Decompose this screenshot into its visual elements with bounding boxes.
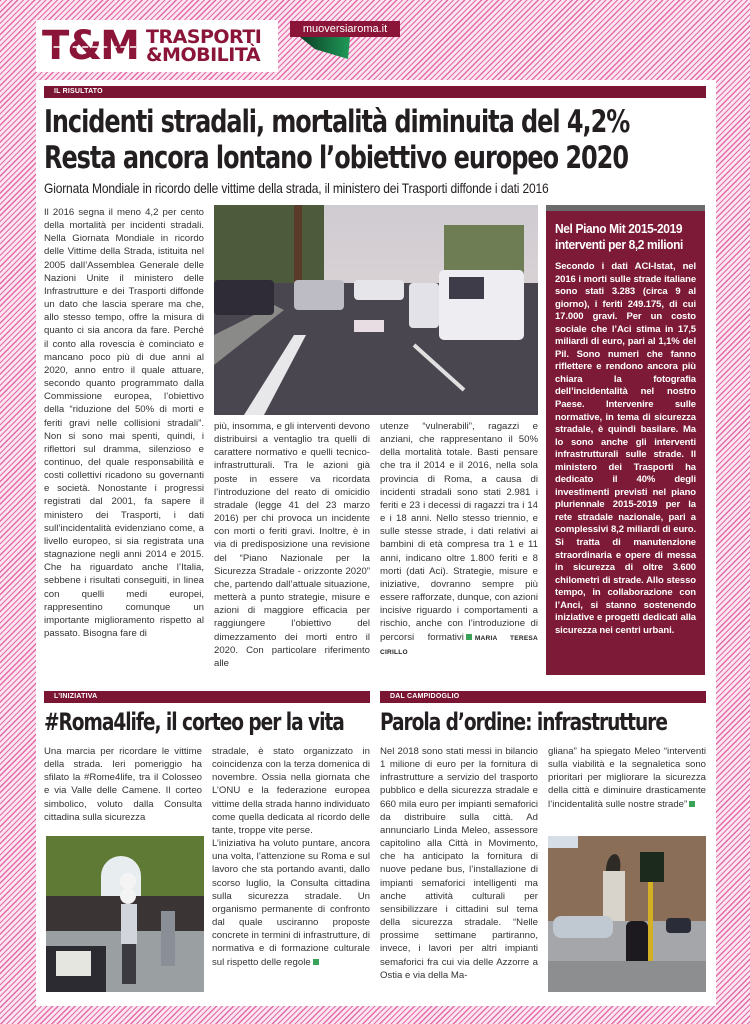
end-of-article-square-icon (313, 959, 319, 965)
main-article-column-2 (214, 420, 370, 670)
roma4life-col1-text: Una marcia per ricordare le vittime della strada. Ieri pomeriggio ha sfilato la #Rome4life, tra il Colosseo e via Valle delle Camene. Il corteo simbolico, voluto dalla Consulta cittadina sulla sicurezza (44, 746, 202, 823)
main-headline (44, 104, 630, 176)
roma4life-headline: #Roma4life, il corteo per la vita (44, 708, 344, 736)
march-crowd-image (46, 836, 204, 992)
website-ribbon[interactable]: muoversiaroma.it (290, 21, 400, 37)
roma4life-column-2 (212, 745, 370, 969)
roma4life-col2-paragraph1: stradale, è stato organizzato in coincidenza con la terza domenica di novembre. Ossia nella giornata che L’ONU e la federazione europea vittime della strada hanno individuato come quella dedicata al ricordo delle tante, troppe vite perse. (212, 746, 370, 836)
end-of-article-square-icon (466, 634, 472, 640)
infrastrutture-col2-text: gliana” ha spiegato Meleo “interventi sulla viabilità e la segnaletica sono prioritari per migliorare la sicurezza della città e diminuire drasticamente l’incidentalità sulle nostre strade” (548, 746, 706, 810)
section-label-iniziativa: L’INIZIATIVA (44, 691, 370, 703)
main-article-column-1 (44, 206, 204, 640)
infrastrutture-column-1 (380, 745, 538, 982)
logo-line2: &MOBILITÀ (145, 44, 261, 66)
headline-line2: Resta ancora lontano l’obiettivo europeo 2020 (44, 140, 628, 176)
sidebar-title-line2: interventi per 8,2 milioni (555, 237, 684, 252)
logo-wordmark (146, 28, 261, 64)
traffic-light-photo (548, 836, 706, 992)
section-label-il-risultato: IL RISULTATO (44, 86, 706, 98)
infrastrutture-col2-paragraph (548, 745, 706, 811)
accident-scene-image (214, 205, 538, 415)
roma4life-col2-paragraph2 (212, 837, 370, 969)
main-subtitle: Giornata Mondiale in ricordo delle vittime della strada, il ministero dei Trasporti diffonde i dati 2016 (44, 180, 549, 196)
sidebar-box-piano-mit (546, 205, 705, 675)
main-col3-text: utenze “vulnerabili”, ragazzi e anziani, che rappresentano il 50% della mortalità totale. Basti pensare che tra il 2014 e il 2016, nella sola provincia di Roma, a causa di incidenti stradali sono stati 2.981 i feriti e 23 i decessi di ragazzi tra i 14 e i 18 anni. Nello stesso triennio, e sulle stesse strade, i dati relativi ai bambini di età compresa tra 1 e 11 anni, indicano oltre 1.800 feriti e 8 morti (dati Aci). Strategie, misure e iniziative, dovranno sempre più essere rafforzate, dunque, con azioni incisive riguardo i comportamenti a rischio, anche con l’introduzione di percorsi formativi (380, 421, 538, 643)
sidebar-body: Secondo i dati ACI-Istat, nel 2016 i morti sulle strade italiane sono stati 3.283 (circa 9 al giorno), i feriti 249.175, di cui 17.000 gravi. Per un costo sociale che l’Aci stima in 17,5 miliardi di euro, pari al 1,1% del Pil. Sono numeri che fanno riflettere e rendono ancora più chiara la fotografia dell’incidentalità nel nostro Paese. Intervenire sulle normative, in tema di sicurezza stradale, è quindi basilare. Ma lo sono anche gli interventi infrastrutturali sulle strade. Il ministero dei Trasporti ha dedicato il 40% degli investimenti previsti nel piano pluriennale 2015-2019 per la rete stradale nazionale, pari a complessivi 8,2 miliardi di euro. Si tratta di manutenzione straordinaria e opere di messa in sicurezza di oltre 3.600 chilometri di strade. Allo stesso tempo, in collaborazione con l’Anci, si stanno sostenendo iniziative e progetti dedicati alla sicurezza nei centri urbani. (555, 261, 696, 636)
main-col3-paragraph (380, 420, 538, 659)
sidebar-title (555, 221, 685, 253)
section-label-campidoglio: DAL CAMPIDOGLIO (380, 691, 706, 703)
main-col2-text: più, insomma, e gli interventi devono distribuirsi a ventaglio tra quelli di carattere normativo e quelli tecnico-infrastrutturali. Tra le azioni già poste in essere va ricordata l’introduzione del reato di omicidio stradale (legge 41 del 23 marzo 2016) per chi provoca un incidente con morti o feriti gravi. Inoltre, è in via di predisposizione una revisione del “Piano Nazionale per la Sicurezza Stradale - orizzonte 2020” che, partendo dall’attuale situazione, metterà a punto strategie, misure e azioni di maggiore efficacia per raggiungere l’obiettivo del dimezzamento dei morti entro il 2020. Con particolare riferimento alle (214, 421, 370, 669)
roma4life-column-1 (44, 745, 202, 824)
infrastrutture-headline: Parola d’ordine: infrastrutture (380, 708, 667, 736)
roma4life-col2-text2: L’iniziativa ha voluto puntare, ancora una volta, l’attenzione su Roma e sul lavoro che sta portando avanti, dallo scorso luglio, la Consulta cittadina sulla sicurezza stradale. Un organismo permanente di confronto dal quale usciranno proposte concrete in termini di infrastrutture, di normativa e di formazione culturale sul rispetto delle regole (212, 838, 370, 968)
main-article-column-3 (380, 420, 538, 659)
infrastrutture-column-2 (548, 745, 706, 811)
accident-photo (214, 205, 538, 415)
masthead-logo (36, 20, 278, 72)
infrastrutture-col1-text: Nel 2018 sono stati messi in bilancio 1 milione di euro per la fornitura di infrastrutture a servizio del trasporto pubblico e della sicurezza stradale e 660 mila euro per impianti semaforici da distribuire sulla città. Ad annunciarlo Linda Meleo, assessore capitolino alla Città in Movimento, che ha anticipato la fornitura di nuove pedane bus, l’installazione di impianti semaforici intelligenti ma anche attività culturali per sensibilizzare i cittadini sul tema della sicurezza stradale. “Nelle prossime settimane partiranno, invece, i lavori per altri impianti semaforici fra cui via delle Azzorre a Ostia e via della Ma- (380, 746, 538, 981)
march-photo (46, 836, 204, 992)
ribbon-tail-decoration (300, 37, 350, 59)
headline-line1: Incidenti stradali, mortalità diminuita del 4,2% (44, 104, 630, 140)
byline: MARIA TERESA CIRILLO (380, 634, 538, 656)
city-crossing-image (548, 836, 706, 992)
road-lane-decoration (44, 46, 136, 48)
end-of-article-square-icon (689, 801, 695, 807)
main-col1-text: Il 2016 segna il meno 4,2 per cento della mortalità per incidenti stradali. Nella Giornata Mondiale in ricordo delle Vittime della Strada, istituita nel 2005 dall’Assemblea Generale delle Nazioni Unite il ministero delle Infrastrutture e dei Trasporti diffonde un dato che lascia sperare ma che, allo stesso tempo, offre la misura di quanto ci sia ancora da fare. Perché il conto alla rovescia è cominciato e mancano poco più di due anni al 2020, anno entro il quale attuare, secondo quanto programmato dalla Commissione europea, l’obiettivo della “riduzione del 50% di morti e feriti gravi nelle collisioni stradali”. Non si sono mai spenti, quindi, i riflettori sul dramma, silenzioso e continuo, del quale responsabilità e costi collettivi ricadono su governanti e società. Nonostante i progressi registrati dal 2001, fa sapere il ministero dei Trasporti, i dati sull’incidentalità evidenziano come, a livello europeo, si sia registrata una stagnazione negli anni 2014 e 2015. Che ha riguardato anche l’Italia, sebbene i risultati conseguiti, in linea con quelli medi europei, rappresentino comunque un importante miglioramento rispetto al passato. Bisogna fare di (44, 207, 204, 639)
tm-logo (42, 23, 138, 69)
sidebar-title-line1: Nel Piano Mit 2015-2019 (555, 221, 683, 236)
logo-line1: TRASPORTI (145, 26, 262, 48)
logo-short: T&M (42, 23, 138, 69)
